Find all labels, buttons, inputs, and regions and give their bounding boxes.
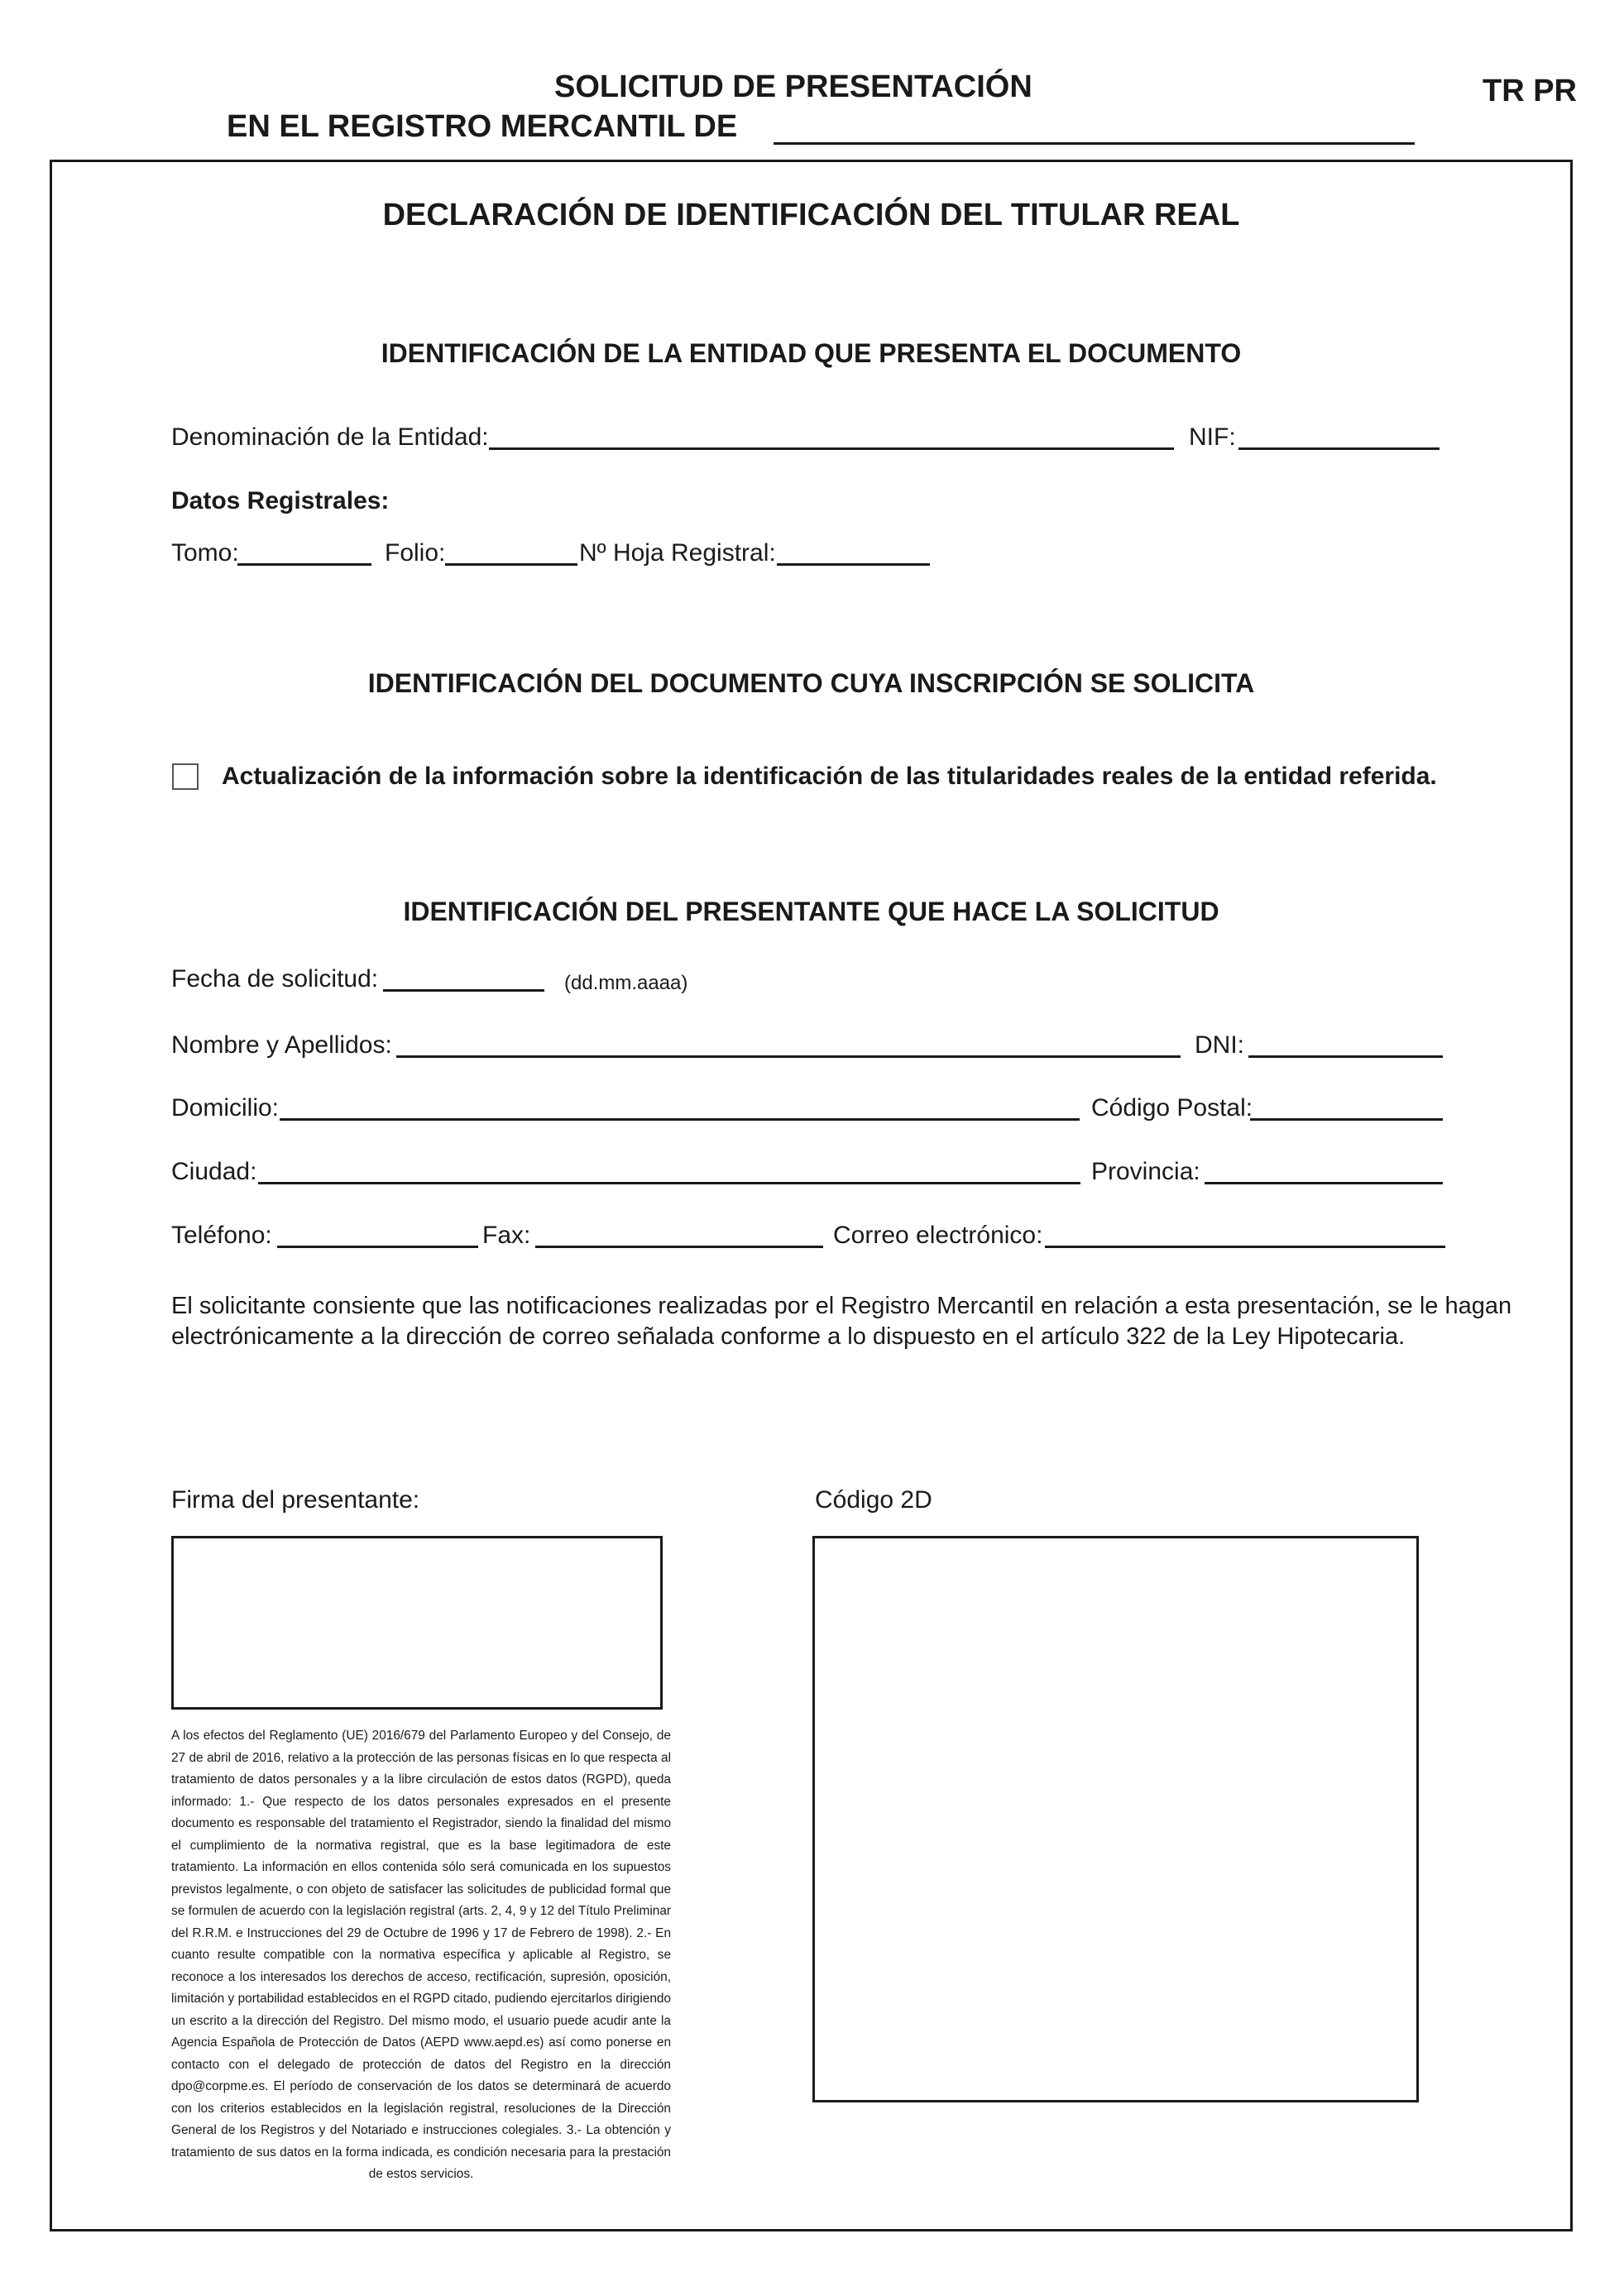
fax-field[interactable] [535,1246,823,1248]
folio-field[interactable] [445,563,577,566]
entity-section-heading: IDENTIFICACIÓN DE LA ENTIDAD QUE PRESENTA EL DOCUMENTO [381,338,1242,368]
folio-label: Folio: [385,539,446,567]
domicilio-label: Domicilio: [171,1094,280,1122]
form-frame [50,160,1573,2231]
codigo-2d-label: Código 2D [815,1486,932,1514]
ciudad-field[interactable] [258,1182,1080,1184]
nif-field[interactable] [1238,447,1440,450]
fax-label: Fax: [482,1222,531,1249]
update-checkbox[interactable] [172,763,199,790]
tomo-field[interactable] [237,563,371,566]
fecha-field[interactable] [383,989,544,992]
tomo-label: Tomo: [171,539,239,567]
datos-registrales-label: Datos Registrales: [171,487,390,514]
form-title-line1: SOLICITUD DE PRESENTACIÓN [554,69,1032,104]
nif-label: NIF: [1189,423,1236,451]
consent-line-2: electrónicamente a la dirección de correo señalada conforme a lo dispuesto en el artículo 322 de la Ley Hipotecaria. [171,1323,1406,1350]
signature-box[interactable] [171,1536,663,1710]
hoja-registral-field[interactable] [777,563,930,566]
domicilio-field[interactable] [280,1118,1080,1121]
main-title: DECLARACIÓN DE IDENTIFICACIÓN DEL TITULAR REAL [382,198,1240,232]
telefono-field[interactable] [277,1246,478,1248]
provincia-label: Provincia: [1091,1158,1200,1185]
nombre-label: Nombre y Apellidos: [171,1031,392,1059]
codigo-2d-box [812,1536,1419,2102]
document-section-heading: IDENTIFICACIÓN DEL DOCUMENTO CUYA INSCRIPCIÓN SE SOLICITA [367,668,1255,698]
denominacion-label: Denominación de la Entidad: [171,423,489,451]
fecha-format-hint: (dd.mm.aaaa) [564,972,688,994]
correo-label: Correo electrónico: [833,1222,1043,1249]
form-title-line2: EN EL REGISTRO MERCANTIL DE [227,109,738,144]
telefono-label: Teléfono: [171,1222,272,1249]
provincia-field[interactable] [1205,1182,1443,1184]
hoja-registral-label: Nº Hoja Registral: [579,539,776,567]
legal-notice: A los efectos del Reglamento (UE) 2016/679 del Parlamento Europeo y del Consejo, de 27 de abril de 2016, relativo a la protección de las personas físicas en lo que respecta al tratamiento de datos personales y a la libre circulación de estos datos (RGPD), queda informado: 1.- Que respecto de los datos personales expresados en el presente documento es responsable del tratamiento el Registrador, siendo la finalidad del mismo el cumplimiento de la normativa registral, que es la base legitimadora de este tratamiento. La información en ellos contenida sólo será comunicada en los supuestos previstos legalmente, o con objeto de satisfacer las solicitudes de publicidad formal que se formulen de acuerdo con la legislación registral (arts. 2, 4, 9 y 12 del Título Preliminar del R.R.M. e Instrucciones del 29 de Octubre de 1996 y 17 de Febrero de 1998). 2.- En cuanto resulte compatible con la normativa específica y aplicable al Registro, se reconoce a los interesados los derechos de acceso, rectificación, supresión, oposición, limitación y portabilidad establecidos en el RGPD citado, pudiendo ejercitarlos dirigiendo un escrito a la dirección del Registro. Del mismo modo, el usuario puede acudir ante la Agencia Española de Protección de Datos (AEPD www.aepd.es) así como ponerse en contacto con el delegado de protección de datos del Registro en la dirección dpo@corpme.es. El período de conservación de los datos se determinará de acuerdo con los criterios establecidos en la legislación registral, resoluciones de la Dirección General de los Registros y del Notariado e instrucciones colegiales. 3.- La obtención y tratamiento de sus datos en la forma indicada, es condición necesaria para la prestación de estos servicios. [171,1729,671,2181]
dni-label: DNI: [1195,1031,1244,1059]
consent-line-1: El solicitante consiente que las notificaciones realizadas por el Registro Mercantil en relación a esta presentación, se le hagan [171,1293,1512,1319]
codigo-postal-field[interactable] [1250,1118,1443,1121]
registro-mercantil-field[interactable] [774,142,1415,145]
correo-field[interactable] [1045,1246,1445,1248]
firma-label: Firma del presentante: [171,1486,420,1514]
presenter-section-heading: IDENTIFICACIÓN DEL PRESENTANTE QUE HACE LA SOLICITUD [403,897,1219,926]
form-code: TR PR [1483,74,1577,108]
codigo-postal-label: Código Postal: [1091,1094,1253,1122]
denominacion-field[interactable] [489,447,1174,450]
nombre-field[interactable] [396,1055,1181,1058]
update-checkbox-label: Actualización de la información sobre la identificación de las titularidades reales de la entidad referida. [222,763,1437,790]
dni-field[interactable] [1248,1055,1443,1058]
ciudad-label: Ciudad: [171,1158,257,1185]
fecha-label: Fecha de solicitud: [171,965,379,993]
consent-text [171,1291,1578,1352]
